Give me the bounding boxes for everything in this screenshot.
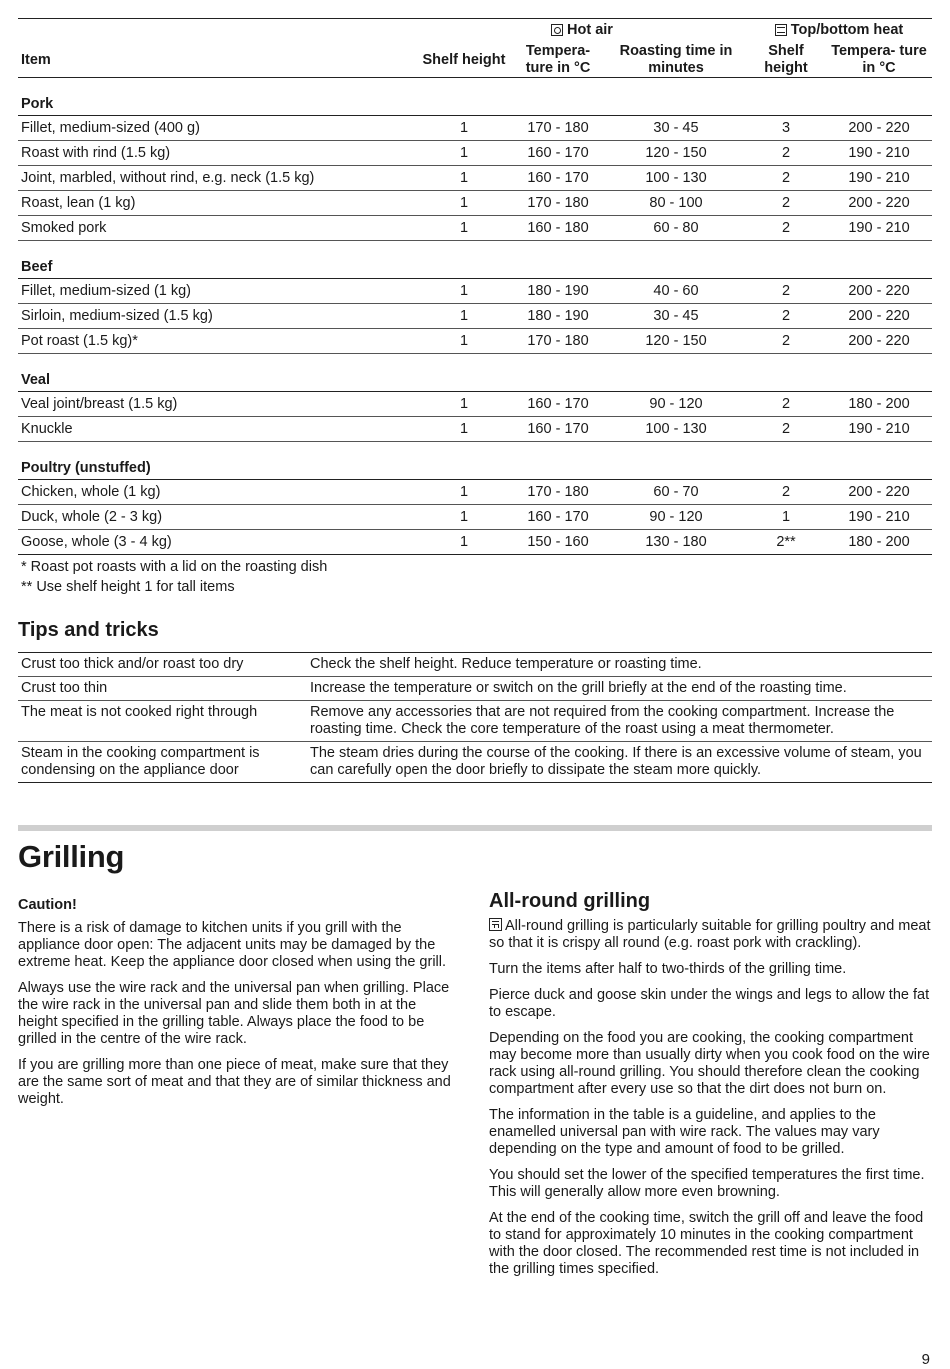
note: * Roast pot roasts with a lid on the roasting dish [21,559,328,575]
table-cell: 100 - 130 [606,166,746,191]
table-cell: 2** [746,530,826,555]
table-cell: 2 [746,279,826,304]
table-cell: 1 [418,329,510,354]
note: ** Use shelf height 1 for tall items [21,579,235,595]
table-cell: 2 [746,480,826,505]
tips-title: Tips and tricks [18,619,159,641]
table-cell-item: Chicken, whole (1 kg) [18,480,418,505]
table-cell: 60 - 80 [606,216,746,241]
column-header-row [18,43,932,78]
table-cell: 80 - 100 [606,191,746,216]
section-divider [18,825,932,831]
table-cell: 200 - 220 [826,279,932,304]
tip-solution: The steam dries during the course of the cooking. If there is an excessive volume of steam, you can carefully open the door briefly to dissipate the steam more quickly. [310,745,922,778]
paragraph: Pierce duck and goose skin under the wings and legs to allow the fat to escape. [489,987,930,1020]
hot-air-header: Hot air [418,19,746,44]
table-cell: 160 - 170 [510,505,606,530]
table-cell: 170 - 180 [510,116,606,141]
roasting-table [18,18,932,555]
table-cell: 150 - 160 [510,530,606,555]
table-row [18,166,932,191]
col-temperature: Tempera- ture in °C [510,43,606,78]
table-row [18,480,932,505]
tip-solution: Increase the temperature or switch on the grill briefly at the end of the roasting time. [307,677,932,701]
table-row [18,191,932,216]
table-row [18,392,932,417]
table-cell: 2 [746,166,826,191]
table-cell: 60 - 70 [606,480,746,505]
table-cell-item: Fillet, medium-sized (400 g) [18,116,418,141]
tips-row [18,701,932,742]
page-number: 9 [921,1351,930,1368]
table-cell-item: Knuckle [18,417,418,442]
tip-solution: Remove any accessories that are not required from the cooking compartment. Increase the roasting time. Check the core temperature of the roast using a meat thermometer. [307,701,932,742]
table-cell: 1 [418,304,510,329]
table-row [18,304,932,329]
group-row [18,241,932,279]
table-cell: 30 - 45 [606,304,746,329]
table-cell: 1 [418,191,510,216]
grilling-right-column [489,890,932,1287]
table-row [18,505,932,530]
paragraph: Depending on the food you are cooking, the cooking compartment may become more than usually dirty when you cook food on the wire rack using all-round grilling. You should therefore clean the cooking compartment after every use so that the dirt does not burn on. [489,1030,930,1097]
table-cell-item: Fillet, medium-sized (1 kg) [18,279,418,304]
table-cell: 2 [746,216,826,241]
caution-label: Caution! [18,897,77,913]
col-roasting-time: Roasting time in minutes [606,43,746,78]
table-cell: 1 [418,116,510,141]
col-temperature-2: Tempera- ture in °C [826,43,932,78]
tip-problem: Crust too thin [18,677,307,701]
table-cell: 1 [418,480,510,505]
table-cell-item: Roast, lean (1 kg) [18,191,418,216]
table-cell: 180 - 200 [826,530,932,555]
table-cell: 130 - 180 [606,530,746,555]
table-cell: 190 - 210 [826,216,932,241]
table-cell-item: Pot roast (1.5 kg)* [18,329,418,354]
table-cell: 200 - 220 [826,116,932,141]
page [18,0,932,1287]
table-cell: 2 [746,392,826,417]
table-cell-item: Goose, whole (3 - 4 kg) [18,530,418,555]
table-cell: 170 - 180 [510,191,606,216]
table-cell: 180 - 190 [510,304,606,329]
table-cell-item: Joint, marbled, without rind, e.g. neck (1.5 kg) [18,166,418,191]
col-shelf-height: Shelf height [418,43,510,78]
table-cell: 200 - 220 [826,480,932,505]
table-cell: 40 - 60 [606,279,746,304]
grilling-columns [18,890,932,1287]
table-cell: 160 - 170 [510,166,606,191]
top-bottom-heat-header: Top/bottom heat [746,19,932,44]
table-cell: 160 - 170 [510,392,606,417]
table-cell-item: Smoked pork [18,216,418,241]
table-cell: 2 [746,191,826,216]
top-bottom-heat-icon [775,24,787,36]
tip-solution: Check the shelf height. Reduce temperature or roasting time. [307,653,932,677]
table-cell: 170 - 180 [510,480,606,505]
table-cell: 100 - 130 [606,417,746,442]
paragraph: At the end of the cooking time, switch the grill off and leave the food to stand for approximately 10 minutes in the cooking compartment with the door closed. The recommended rest time is not included in the grilling times specified. [489,1210,924,1277]
group-title: Beef [18,241,932,279]
col-shelf-height-2: Shelf height [746,43,826,78]
table-cell: 160 - 170 [510,141,606,166]
table-cell: 120 - 150 [606,141,746,166]
paragraph: Turn the items after half to two-thirds of the grilling time. [489,961,847,977]
table-row [18,279,932,304]
table-cell: 200 - 220 [826,191,932,216]
tip-problem: Steam in the cooking compartment is condensing on the appliance door [21,745,260,778]
table-cell: 2 [746,141,826,166]
tips-row [18,653,932,677]
tips-row [18,742,932,783]
table-cell: 170 - 180 [510,329,606,354]
group-row [18,78,932,116]
table-cell: 200 - 220 [826,304,932,329]
group-title: Poultry (unstuffed) [18,442,932,480]
table-row [18,417,932,442]
table-cell: 90 - 120 [606,505,746,530]
paragraph: All-round grilling is particularly suitable for grilling poultry and meat so that it is crispy all round (e.g. roast pork with crackling). [489,918,931,951]
table-notes [18,557,932,597]
table-cell: 2 [746,304,826,329]
mode-header-row [18,19,932,44]
all-round-grilling-title: All-round grilling [489,890,651,912]
table-cell: 180 - 190 [510,279,606,304]
table-cell: 180 - 200 [826,392,932,417]
group-row [18,354,932,392]
table-cell: 1 [418,141,510,166]
col-item: Item [18,43,418,78]
table-cell-item: Veal joint/breast (1.5 kg) [18,392,418,417]
paragraph: There is a risk of damage to kitchen units if you grill with the appliance door open: The adjacent units may be damaged by the extreme heat. Keep the appliance door closed when using the grill. [18,920,447,970]
tip-problem: The meat is not cooked right through [18,701,307,742]
table-cell: 160 - 170 [510,417,606,442]
table-cell: 30 - 45 [606,116,746,141]
table-cell: 1 [418,530,510,555]
table-cell: 160 - 180 [510,216,606,241]
grilling-left-column [18,897,458,1287]
tips-table [18,652,932,783]
table-cell: 1 [746,505,826,530]
table-cell: 120 - 150 [606,329,746,354]
group-row [18,442,932,480]
paragraph: The information in the table is a guideline, and applies to the enamelled universal pan with wire rack. The values may vary depending on the type and amount of food to be grilled. [489,1107,880,1157]
table-cell: 1 [418,392,510,417]
table-cell: 190 - 210 [826,166,932,191]
table-cell: 90 - 120 [606,392,746,417]
table-cell: 2 [746,417,826,442]
roasting-table-body [18,78,932,555]
table-cell: 1 [418,166,510,191]
table-cell: 1 [418,417,510,442]
table-cell-item: Roast with rind (1.5 kg) [18,141,418,166]
tip-problem: Crust too thick and/or roast too dry [18,653,307,677]
table-cell: 200 - 220 [826,329,932,354]
group-title: Pork [18,78,932,116]
grilling-title: Grilling [18,839,125,874]
paragraph: Always use the wire rack and the universal pan when grilling. Place the wire rack in the universal pan and slide them both in at the height specified in the grilling table. Always place the food to be grilled in the centre of the wire rack. [18,980,450,1047]
all-round-grilling-icon [489,918,502,931]
table-cell: 190 - 210 [826,141,932,166]
paragraph: If you are grilling more than one piece of meat, make sure that they are the same sort of meat and that they are of similar thickness and weight. [18,1057,451,1107]
hot-air-icon [551,24,563,36]
table-row [18,216,932,241]
table-row [18,141,932,166]
group-title: Veal [18,354,932,392]
table-cell: 1 [418,216,510,241]
table-cell: 190 - 210 [826,417,932,442]
table-cell-item: Sirloin, medium-sized (1.5 kg) [18,304,418,329]
paragraph: You should set the lower of the specified temperatures the first time. This will generally allow more even browning. [489,1167,925,1200]
table-row [18,329,932,354]
table-cell: 190 - 210 [826,505,932,530]
tips-row [18,677,932,701]
table-row [18,530,932,555]
table-cell: 1 [418,505,510,530]
table-cell-item: Duck, whole (2 - 3 kg) [18,505,418,530]
table-cell: 3 [746,116,826,141]
table-cell: 2 [746,329,826,354]
table-row [18,116,932,141]
table-cell: 1 [418,279,510,304]
